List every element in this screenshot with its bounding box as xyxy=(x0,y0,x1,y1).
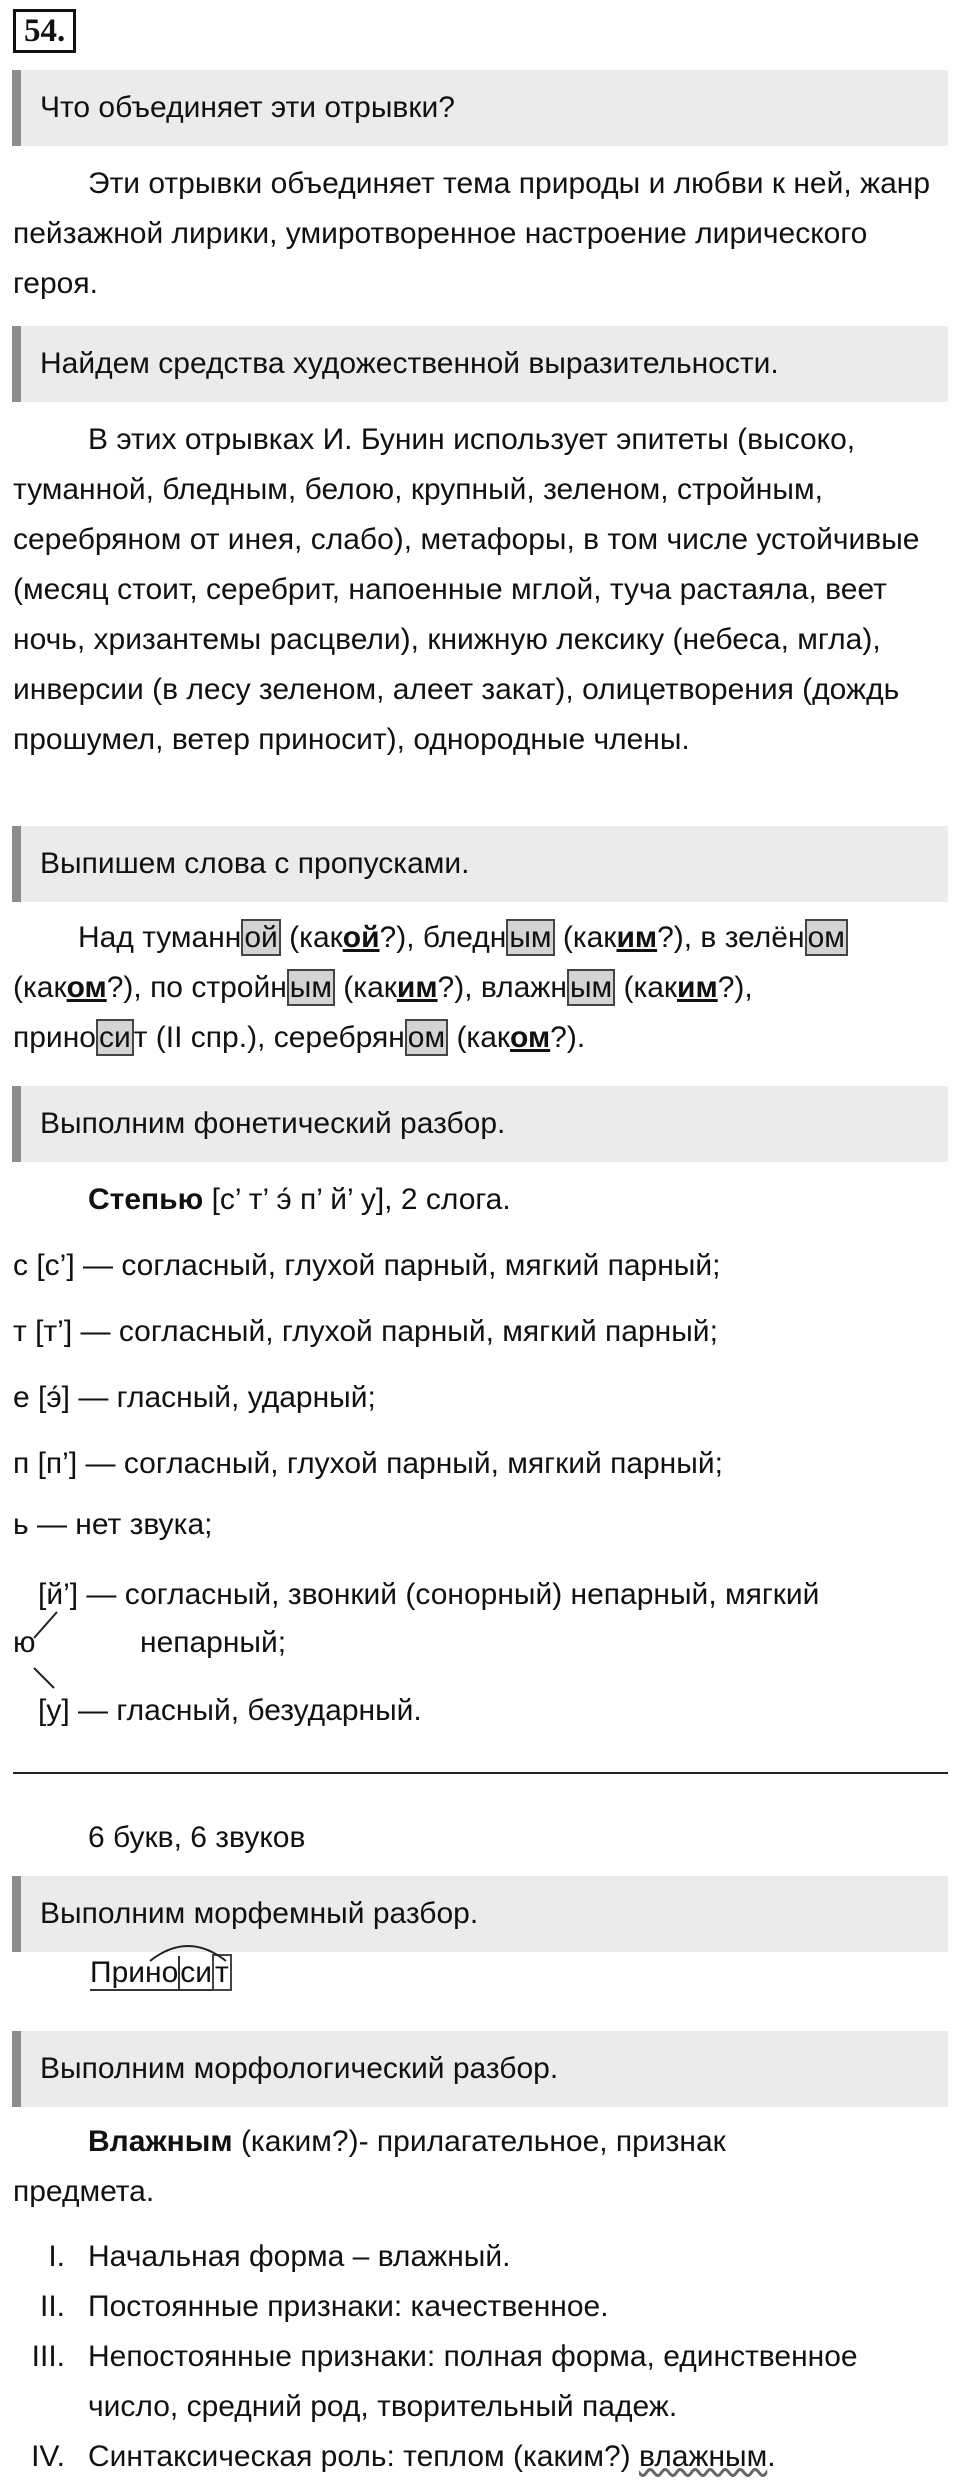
phonetic-yu-letter: ю xyxy=(13,1626,36,1659)
phonetic-row: т [т’] — согласный, глухой парный, мягкий парный; xyxy=(13,1315,718,1348)
phonetic-yu-sound-1: [й’] — согласный, звонкий (сонорный) непарный, мягкий xyxy=(38,1578,820,1611)
morphology-word: Влажным xyxy=(88,2125,233,2158)
section-header-expressive: Найдем средства художественной выразительности. xyxy=(12,326,948,402)
section-header-phonetic: Выполним фонетический разбор. xyxy=(12,1086,948,1162)
ending-box: ой xyxy=(241,919,280,956)
phonetic-row: е [э́] — гласный, ударный; xyxy=(13,1381,376,1414)
section-header-morphology: Выполним морфологический разбор. xyxy=(12,2031,948,2107)
morphology-item: I. Начальная форма – влажный. xyxy=(13,2232,948,2282)
divider xyxy=(13,1772,948,1774)
morphology-heading: Влажным (каким?)- прилагательное, признак xyxy=(88,2125,726,2158)
phonetic-yu-sound-2: [у] — гласный, безударный. xyxy=(38,1694,422,1727)
morphology-item-cont: число, средний род, творительный падеж. xyxy=(88,2390,678,2423)
phonetic-row: с [с’] — согласный, глухой парный, мягкий парный; xyxy=(13,1249,721,1282)
phonetic-yu-sound-1-cont: непарный; xyxy=(140,1626,287,1659)
spelling-line-1: Над туманн ой (какой?), бледн ым (каким?), в зелён ом xyxy=(78,913,848,963)
phonetic-heading: Степью [с’ т’ э́ п’ й’ у], 2 слога. xyxy=(88,1183,511,1216)
morphology-item: III. Непостоянные признаки: полная форма, единственное xyxy=(13,2332,948,2382)
answer-unite: Эти отрывки объединяет тема природы и любви к ней, жанр пейзажной лирики, умиротворенное настроение лирического героя. xyxy=(13,167,931,300)
phonetic-summary: 6 букв, 6 звуков xyxy=(88,1821,306,1854)
exercise-number: 54. xyxy=(13,9,76,53)
roman-numeral: II. xyxy=(39,2290,65,2323)
spelling-line-3: прино си т (II спр.), серебрян ом (каком?). xyxy=(13,1021,586,1054)
section-header-unite: Что объединяет эти отрывки? xyxy=(12,70,948,146)
phonetic-row: ь — нет звука; xyxy=(13,1508,213,1541)
morphology-item: II. Постоянные признаки: качественное. xyxy=(13,2282,948,2332)
spelling-line-2: (каком?), по стройн ым (каким?), влажн ым (каким?), xyxy=(13,971,753,1004)
phonetic-row: п [п’] — согласный, глухой парный, мягкий парный; xyxy=(13,1447,723,1480)
predicate-word: влажным xyxy=(638,2440,768,2473)
morpheme-suffix: си xyxy=(180,1956,213,1989)
roman-numeral: I. xyxy=(48,2240,65,2273)
ending-box: ым xyxy=(567,969,615,1006)
section-header-missing-letters: Выпишем слова с пропусками. xyxy=(12,826,948,902)
roman-numeral: III. xyxy=(31,2340,65,2373)
morphology-heading-cont: предмета. xyxy=(13,2175,155,2208)
ending-box: ом xyxy=(405,1019,448,1056)
morpheme-root-arc xyxy=(148,1939,230,1963)
ending-box: ым xyxy=(287,969,335,1006)
morpheme-root: Прино xyxy=(90,1956,179,1989)
ending-box: ым xyxy=(506,919,554,956)
suffix-box: си xyxy=(96,1019,134,1056)
phonetic-word: Степью xyxy=(88,1183,204,1216)
roman-numeral: IV. xyxy=(31,2440,65,2473)
morpheme-ending: т xyxy=(212,1954,232,1991)
morphology-item: IV. Синтаксическая роль: теплом (каким?) влажным. xyxy=(13,2432,948,2482)
ending-box: ом xyxy=(805,919,848,956)
phonetic-branch-lines xyxy=(24,1608,64,1690)
answer-expressive: В этих отрывках И. Бунин использует эпитеты (высоко, туманной, бледным, белою, крупный, зеленом, стройным, серебряном от инея, слабо), метафоры, в том числе устойчивые (месяц стоит, серебрит, напоенные мглой, туча растаяла, веет ночь, хризантемы расцвели), книжную лексику (небеса, мгла), инверсии (в лесу зеленом, алеет закат), олицетворения (дождь прошумел, ветер приносит), однородные члены. xyxy=(13,423,920,756)
section-header-morpheme: Выполним морфемный разбор. xyxy=(12,1876,948,1952)
